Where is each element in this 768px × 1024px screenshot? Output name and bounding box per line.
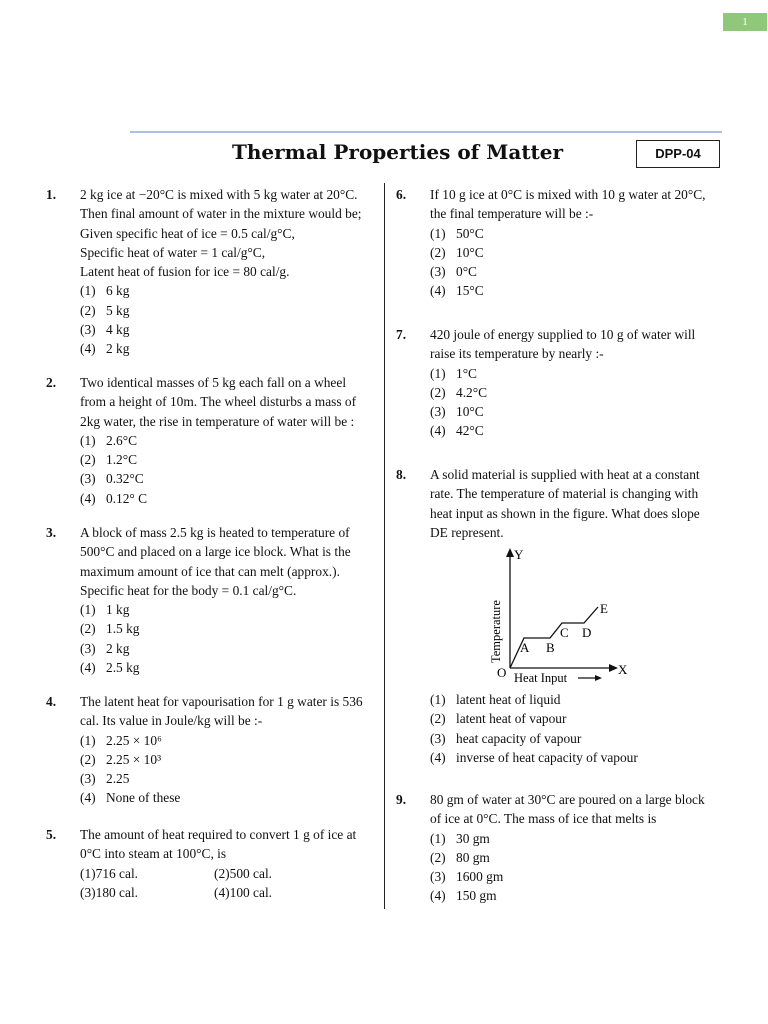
option: (2) 5 kg <box>80 302 130 318</box>
question-number: 1. <box>46 187 57 202</box>
option: (3) 2 kg <box>80 640 130 656</box>
option: (1) 1°C <box>430 365 477 381</box>
point-e-label: E <box>600 601 608 616</box>
header-rule <box>130 131 722 133</box>
question-stem: A solid material is supplied with heat at a constant rate. The temperature of material is changing with heat input as shown in the figure. What does slope DE represent. <box>430 467 700 540</box>
option: (3) 4 kg <box>80 322 130 338</box>
option: (4) 15°C <box>430 283 484 299</box>
option: (4) 2.5 kg <box>80 660 140 676</box>
question-number: 3. <box>46 525 57 540</box>
x-axis-title: Heat Input <box>514 671 568 685</box>
temperature-heat-graph <box>480 545 640 685</box>
x-axis-arrow-icon <box>609 664 618 672</box>
y-label: Y <box>514 547 524 562</box>
option: (3) heat capacity of vapour <box>430 730 582 746</box>
question-stem: 2 kg ice at −20°C is mixed with 5 kg water at 20°C. Then final amount of water in the mixture would be; Given specific heat of ice = 0.5 cal/g°C, Specific heat of water = 1 cal/g°C, Latent heat of fusion for ice = 80 cal/g. <box>80 187 362 280</box>
question-stem: 420 joule of energy supplied to 10 g of water will raise its temperature by nearly :- <box>430 327 696 362</box>
option: (1) 1 kg <box>80 602 130 618</box>
option: (3) 0.32°C <box>80 471 144 487</box>
question-number: 7. <box>396 327 407 342</box>
question-number: 5. <box>46 827 57 842</box>
option: (3) 180 cal. <box>80 884 139 900</box>
point-c-label: C <box>560 625 569 640</box>
point-a-label: A <box>520 640 530 655</box>
column-divider <box>384 183 385 909</box>
option: (2) 500 cal. <box>214 865 273 881</box>
option: (3) 0°C <box>430 264 477 280</box>
option: (4) 2 kg <box>80 341 130 357</box>
option: (1) latent heat of liquid <box>430 692 561 707</box>
page-title: Thermal Properties of Matter <box>232 140 564 164</box>
option: (3) 10°C <box>430 404 484 420</box>
option: (1) 2.25 × 10⁶ <box>80 732 162 748</box>
option: (4) 100 cal. <box>214 884 273 900</box>
option: (3) 1600 gm <box>430 869 504 885</box>
option: (2) 1.5 kg <box>80 621 140 637</box>
y-axis-arrow-icon <box>506 548 514 557</box>
option: (2) 10°C <box>430 244 484 260</box>
question-number: 9. <box>396 792 407 807</box>
option: (4) 150 gm <box>430 888 497 904</box>
option: (2) latent heat of vapour <box>430 711 567 727</box>
option: (4) inverse of heat capacity of vapour <box>430 749 638 765</box>
question-number: 2. <box>46 375 57 390</box>
option: (1) 30 gm <box>430 830 490 846</box>
question-stem: Two identical masses of 5 kg each fall on a wheel from a height of 10m. The wheel disturbs a mass of 2kg water, the rise in temperature of water will be : <box>80 375 357 429</box>
dpp-code-box: DPP-04 <box>636 140 720 168</box>
point-d-label: D <box>582 625 592 640</box>
question-number: 4. <box>46 694 57 709</box>
option: (1) 6 kg <box>80 283 130 299</box>
option: (1) 716 cal. <box>80 865 139 881</box>
x-label: X <box>618 662 628 677</box>
question-stem: If 10 g ice at 0°C is mixed with 10 g water at 20°C, the final temperature will be :- <box>430 187 706 222</box>
question-number: 6. <box>396 187 407 202</box>
question-number: 8. <box>396 467 407 482</box>
point-b-label: B <box>546 640 555 655</box>
x-title-arrow-icon <box>595 675 602 681</box>
option: (2) 4.2°C <box>430 384 488 400</box>
option: (2) 1.2°C <box>80 452 138 468</box>
origin-label: O <box>497 665 507 680</box>
question-stem: The amount of heat required to convert 1 g of ice at 0°C into steam at 100°C, is <box>80 827 357 862</box>
question-stem: 80 gm of water at 30°C are poured on a large block of ice at 0°C. The mass of ice that melts is <box>430 792 705 827</box>
page-number-badge: 1 <box>723 13 767 31</box>
question-stem: A block of mass 2.5 kg is heated to temperature of 500°C and placed on a large ice block. What is the maximum amount of ice that can melt (approx.). Specific heat for the body = 0.1 cal/g°C. <box>80 525 351 598</box>
option: (4) None of these <box>80 790 181 806</box>
y-axis-title: Temperature <box>489 600 503 663</box>
question-stem: The latent heat for vapourisation for 1 g water is 536 cal. Its value in Joule/kg will be :- <box>80 694 363 729</box>
option: (1) 50°C <box>430 225 484 241</box>
option: (2) 2.25 × 10³ <box>80 751 162 767</box>
option: (1) 2.6°C <box>80 432 138 448</box>
option: (3) 2.25 <box>80 771 130 787</box>
option: (4) 0.12° C <box>80 490 148 506</box>
option: (4) 42°C <box>430 423 484 439</box>
option: (2) 80 gm <box>430 849 490 865</box>
